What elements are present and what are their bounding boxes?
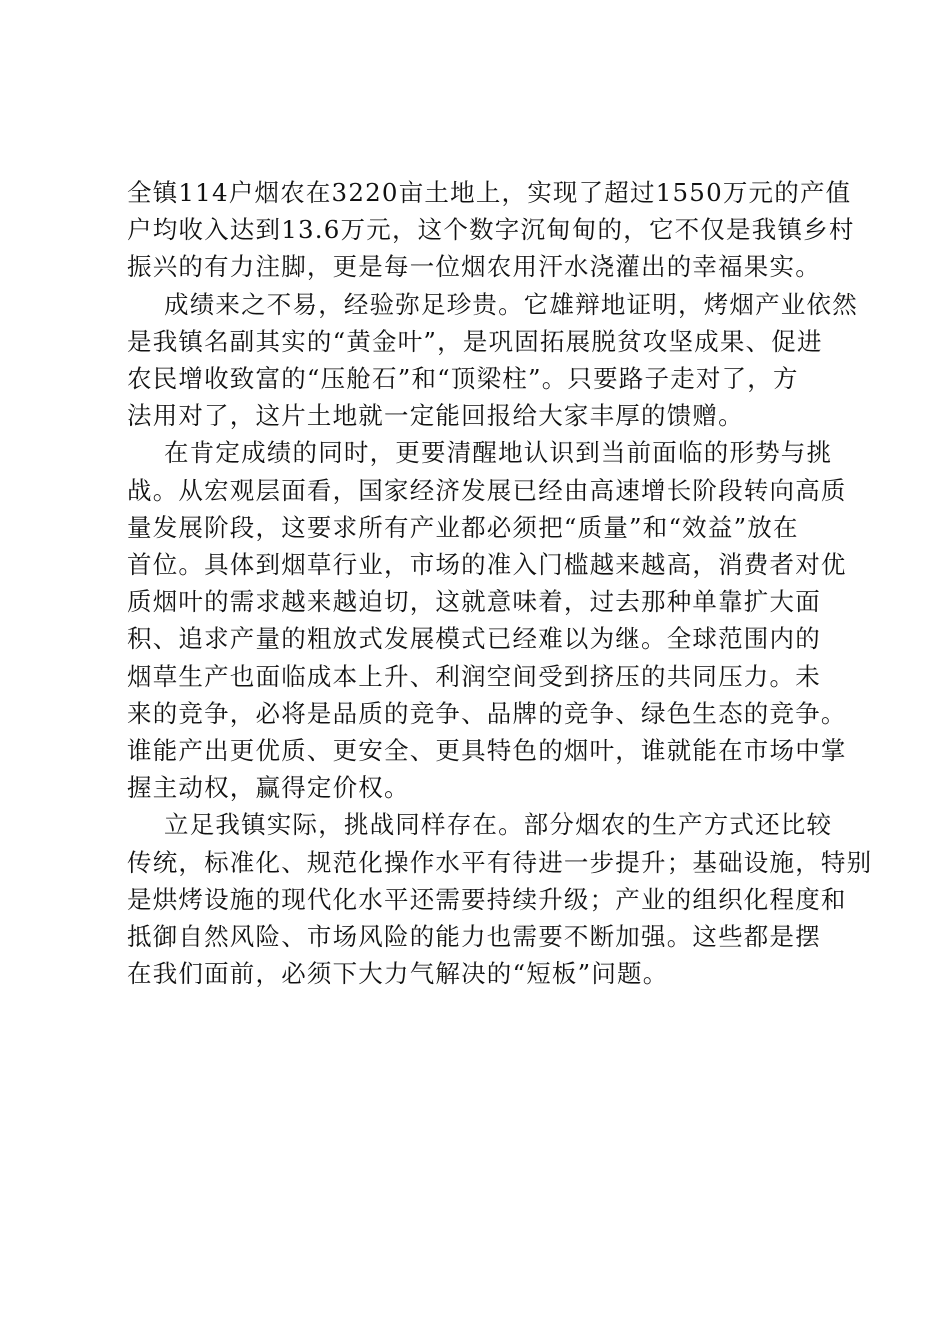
paragraph-achievements bbox=[127, 174, 855, 286]
text-line: 是我镇名副其实的“黄金叶”，是巩固拓展脱贫攻坚成果、促进 bbox=[127, 326, 823, 356]
text-line: 全镇114户烟农在3220亩土地上，实现了超过1550万元的产值 bbox=[127, 178, 852, 207]
paragraph-challenges-macro bbox=[127, 434, 847, 806]
text-line: 握主动权，赢得定价权。 bbox=[127, 773, 410, 803]
text-line: 量发展阶段，这要求所有产业都必须把“质量”和“效益”放在 bbox=[127, 512, 799, 542]
text-line: 抵御自然风险、市场风险的能力也需要不断加强。这些都是摆 bbox=[127, 922, 821, 952]
text-line: 立足我镇实际，挑战同样存在。部分烟农的生产方式还比较 bbox=[164, 810, 833, 840]
text-line: 战。从宏观层面看，国家经济发展已经由高速增长阶段转向高质 bbox=[127, 475, 847, 505]
text-line: 是烘烤设施的现代化水平还需要持续升级；产业的组织化程度和 bbox=[127, 884, 847, 914]
text-line: 振兴的有力注脚，更是每一位烟农用汗水浇灌出的幸福果实。 bbox=[127, 252, 821, 282]
text-line: 积、追求产量的粗放式发展模式已经难以为继。全球范围内的 bbox=[127, 624, 821, 654]
text-line: 成绩来之不易，经验弥足珍贵。它雄辩地证明，烤烟产业依然 bbox=[164, 289, 858, 319]
text-line: 质烟叶的需求越来越迫切，这就意味着，过去那种单靠扩大面 bbox=[127, 587, 821, 617]
text-line: 谁能产出更优质、更安全、更具特色的烟叶，谁就能在市场中掌 bbox=[127, 736, 847, 766]
text-line: 传统，标准化、规范化操作水平有待进一步提升；基础设施，特别 bbox=[127, 847, 873, 877]
document-page bbox=[127, 174, 873, 992]
text-line: 首位。具体到烟草行业，市场的准入门槛越来越高，消费者对优 bbox=[127, 550, 847, 580]
paragraph-challenges-local bbox=[127, 806, 873, 992]
text-line: 农民增收致富的“压舱石”和“顶梁柱”。只要路子走对了，方 bbox=[127, 364, 799, 394]
text-line: 户均收入达到13.6万元，这个数字沉甸甸的，它不仅是我镇乡村 bbox=[127, 215, 855, 245]
text-line: 烟草生产也面临成本上升、利润空间受到挤压的共同压力。未 bbox=[127, 661, 821, 691]
text-line: 在我们面前，必须下大力气解决的“短板”问题。 bbox=[127, 959, 669, 989]
text-line: 法用对了，这片土地就一定能回报给大家丰厚的馈赠。 bbox=[127, 401, 744, 431]
paragraph-experience bbox=[127, 286, 858, 435]
text-line: 在肯定成绩的同时，更要清醒地认识到当前面临的形势与挑 bbox=[164, 438, 833, 468]
text-line: 来的竞争，必将是品质的竞争、品牌的竞争、绿色生态的竞争。 bbox=[127, 698, 847, 728]
